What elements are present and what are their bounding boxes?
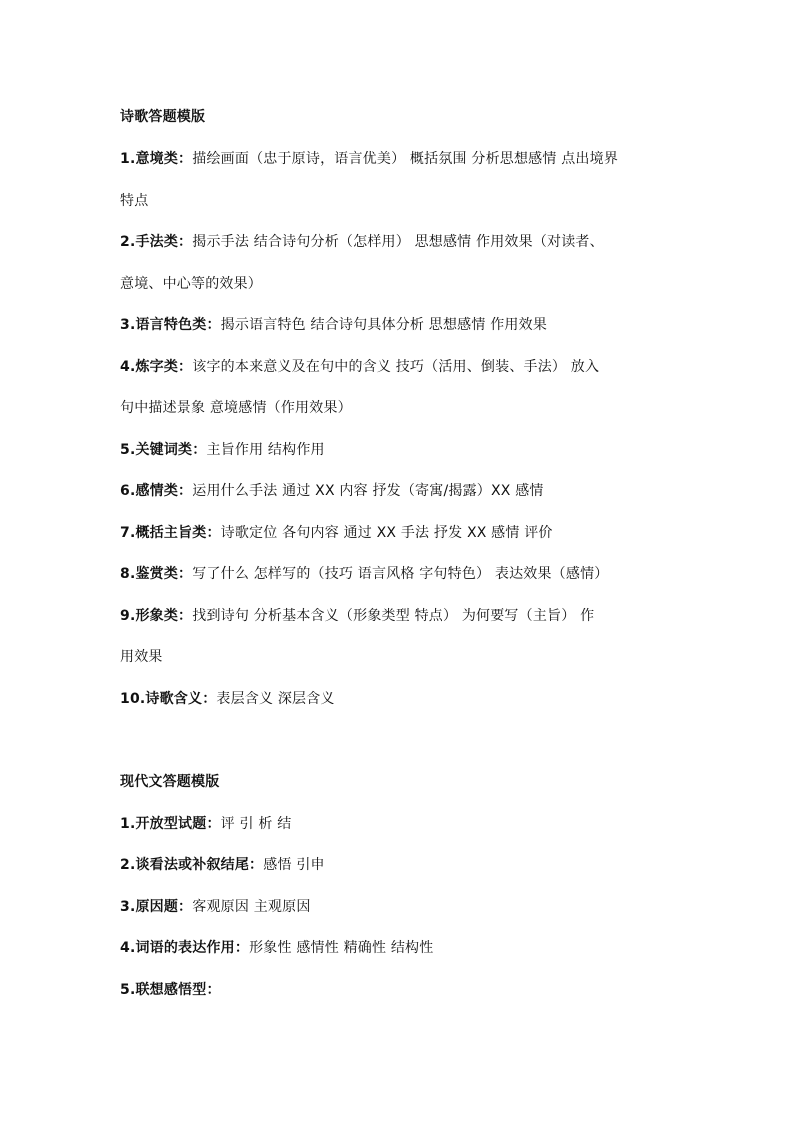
poetry-item-9 — [120, 606, 690, 626]
item-label: 1.开放型试题： — [120, 816, 221, 832]
poetry-item-10 — [120, 689, 690, 709]
modern-item-1 — [120, 814, 690, 834]
item-text: 表层含义 深层含义 — [216, 691, 335, 707]
item-label: 1.意境类： — [120, 151, 193, 167]
item-label: 5.关键词类： — [120, 442, 207, 458]
poetry-item-3 — [120, 315, 690, 335]
item-label: 8.鉴赏类： — [120, 566, 193, 582]
item-label: 5.联想感悟型： — [120, 982, 221, 998]
item-label: 2.手法类： — [120, 234, 193, 250]
poetry-item-2-continued: 意境、中心等的效果） — [120, 276, 262, 292]
item-label: 2.谈看法或补叙结尾： — [120, 857, 264, 873]
item-label: 4.词语的表达作用： — [120, 940, 250, 956]
item-text: 感悟 引申 — [263, 857, 325, 873]
poetry-item-8 — [120, 564, 690, 584]
item-label: 4.炼字类： — [120, 359, 193, 375]
item-label: 9.形象类： — [120, 608, 193, 624]
modern-item-3 — [120, 897, 690, 917]
item-text: 主旨作用 结构作用 — [206, 442, 325, 458]
item-text: 揭示手法 结合诗句分析（怎样用） 思想感情 作用效果（对读者、 — [192, 234, 604, 250]
item-label: 10.诗歌含义： — [120, 691, 217, 707]
modern-section-title: 现代文答题模版 — [120, 774, 220, 790]
item-label: 3.语言特色类： — [120, 317, 221, 333]
modern-item-5 — [120, 980, 690, 1000]
item-text: 评 引 析 结 — [220, 816, 292, 832]
item-text: 客观原因 主观原因 — [192, 899, 311, 915]
item-text: 描绘画面（忠于原诗，语言优美） 概括氛围 分析思想感情 点出境界 — [192, 151, 619, 167]
poetry-item-1 — [120, 149, 690, 169]
poetry-item-7 — [120, 523, 690, 543]
item-label: 6.感情类： — [120, 483, 193, 499]
item-text: 揭示语言特色 结合诗句具体分析 思想感情 作用效果 — [220, 317, 548, 333]
poetry-item-6 — [120, 481, 690, 501]
poetry-item-4-continued: 句中描述景象 意境感情（作用效果） — [120, 400, 352, 416]
item-label: 3.原因题： — [120, 899, 193, 915]
poetry-item-9-continued: 用效果 — [120, 649, 163, 665]
item-text: 找到诗句 分析基本含义（形象类型 特点） 为何要写（主旨） 作 — [192, 608, 595, 624]
item-text: 形象性 感情性 精确性 结构性 — [249, 940, 434, 956]
item-text: 该字的本来意义及在句中的含义 技巧（活用、倒装、手法） 放入 — [192, 359, 600, 375]
item-text: 写了什么 怎样写的（技巧 语言风格 字句特色） 表达效果（感情） — [192, 566, 609, 582]
poetry-item-4 — [120, 357, 690, 377]
poetry-section-title: 诗歌答题模版 — [120, 109, 206, 125]
item-text: 诗歌定位 各句内容 通过 XX 手法 抒发 XX 感情 评价 — [220, 525, 553, 541]
poetry-item-2 — [120, 232, 690, 252]
poetry-item-1-continued: 特点 — [120, 193, 149, 209]
poetry-item-5 — [120, 440, 690, 460]
modern-item-4 — [120, 938, 690, 958]
item-text: 运用什么手法 通过 XX 内容 抒发（寄寓/揭露）XX 感情 — [192, 483, 544, 499]
modern-item-2 — [120, 855, 690, 875]
item-label: 7.概括主旨类： — [120, 525, 221, 541]
